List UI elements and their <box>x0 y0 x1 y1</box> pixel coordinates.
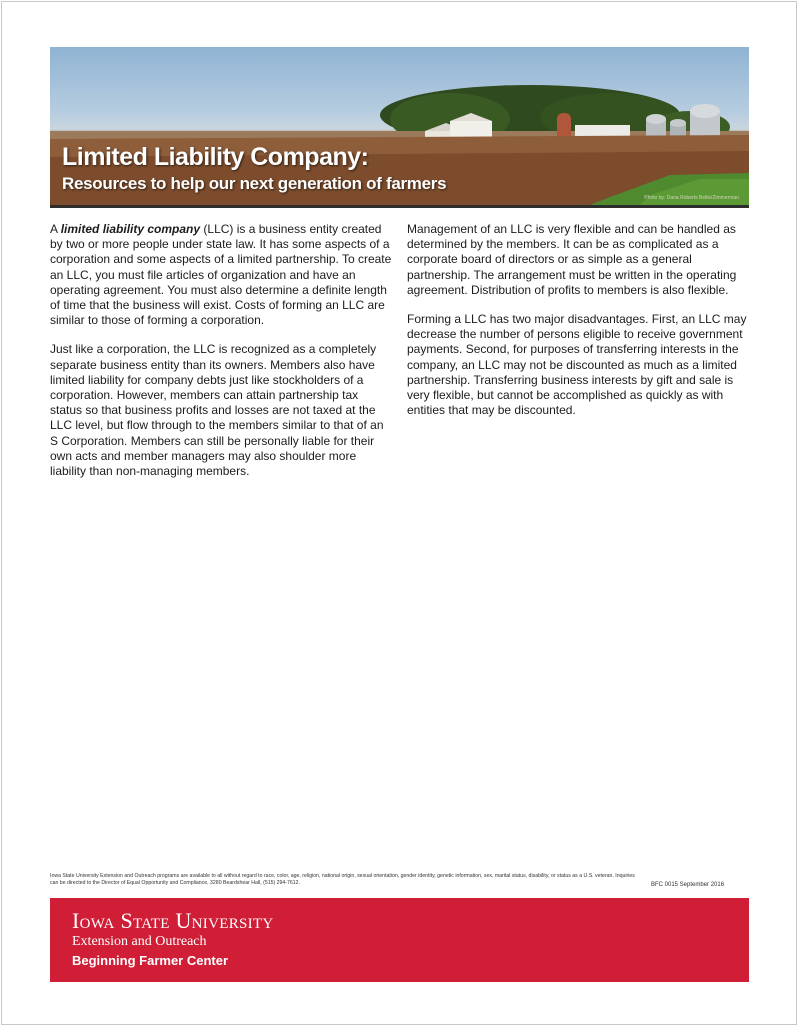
paragraph-llc-disadvantages: Forming a LLC has two major disadvantages. First, an LLC may decrease the number of persons eligible to receive government payments. Second, for purposes of transferring interests in the company, an LLC may not be discounted as much as a limited partnership. Transferring business interests by gift and sale is very flexible, but cannot be accomplished as quickly as with entities that may be discounted. <box>407 312 747 418</box>
extension-unit-name: Extension and Outreach <box>72 934 207 949</box>
header-banner <box>50 47 749 208</box>
paragraph-body: (LLC) is a business entity created by two or more people under state law. It has some aspects of a corporation and some aspects of a limited partnership. To create an LLC, you must file articles of organization and have an operating agreement. You must also determine a definite length of time that the business will exist. Costs of forming an LLC are similar to those of forming a corporation. <box>50 222 392 328</box>
paragraph-llc-management: Management of an LLC is very flexible and can be handled as determined by the members. It can be as complicated as a corporate board of directors or as simple as a general partnership. The arrangement must be written in the operating agreement. Distribution of profits to members is also flexible. <box>407 222 737 297</box>
photo-credit: Photo by: Dana Roberts Bellis/Zimmerman <box>644 195 739 201</box>
paragraph-lead: A <box>50 222 61 236</box>
publication-id: BFC 0015 September 2016 <box>651 882 725 888</box>
banner-title: Limited Liability Company: <box>62 143 369 171</box>
paragraph-llc-corporation-comparison: Just like a corporation, the LLC is recognized as a completely separate business entity than its owners. Members also have limited liability for company debts just like stockholders of a corporation. However, members can attain partnership tax status so that business profits and losses are not taxed at the LLC level, but flow through to the members similar to that of an S Corporation. Members can still be personally liable for their own acts and member managers may also shoulder more liability than non-managing members. <box>50 342 384 479</box>
term-limited-liability-company: limited liability company <box>60 222 201 236</box>
university-wordmark: Iowa State University <box>72 908 274 933</box>
left-column <box>50 222 392 493</box>
center-name: Beginning Farmer Center <box>72 953 229 968</box>
equal-opportunity-disclaimer: Iowa State University Extension and Outreach programs are available to all without regard to race, color, age, religion, national origin, sexual orientation, gender identity, genetic information, sex, marital status, disability, or status as a U.S. veteran. Inquiries can be directed to the Director of Equal Opportunity and Compliance, 3280 Beardshear Hall, (515) 294-7612. <box>50 873 635 886</box>
right-column <box>407 222 749 432</box>
banner-subtitle: Resources to help our next generation of farmers <box>62 174 447 193</box>
footer-bar <box>50 898 749 982</box>
paragraph-llc-definition <box>50 222 392 328</box>
